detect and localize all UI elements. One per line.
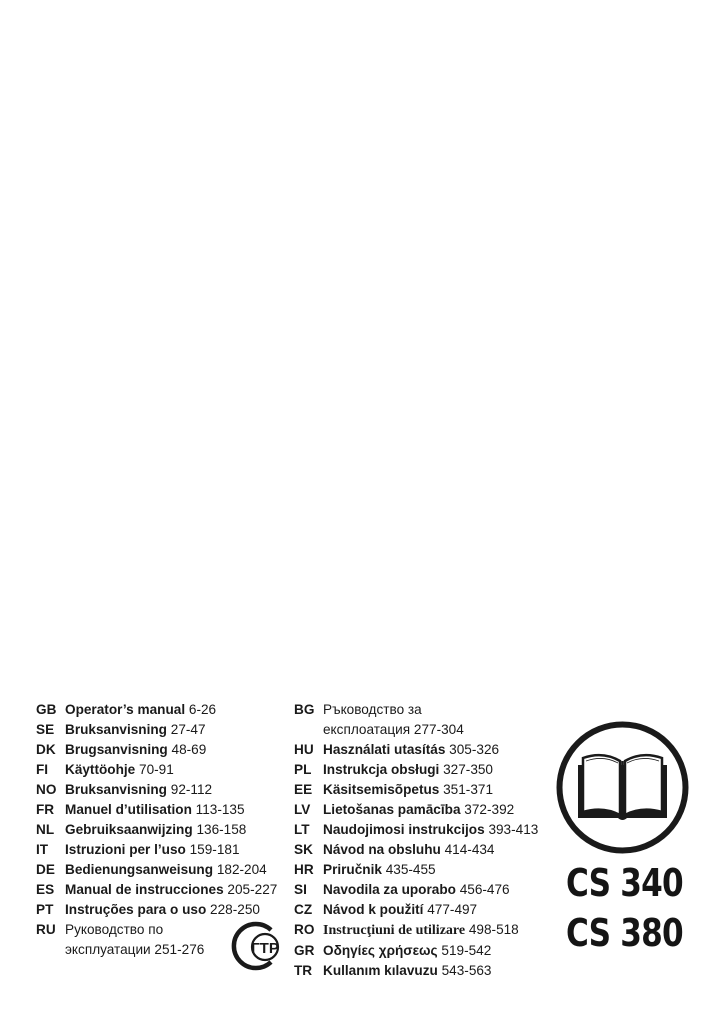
language-code: HR bbox=[294, 862, 314, 877]
language-row-fi bbox=[36, 760, 286, 780]
language-code: GB bbox=[36, 702, 57, 717]
page-range: 6-26 bbox=[188, 702, 217, 717]
language-row-ro bbox=[294, 920, 554, 941]
page-range: 435-455 bbox=[385, 862, 436, 877]
language-row-es bbox=[36, 880, 286, 900]
page-range: 182-204 bbox=[216, 862, 267, 877]
page-range: 27-47 bbox=[170, 722, 206, 737]
page-range: 351-371 bbox=[443, 782, 494, 797]
language-row-sk bbox=[294, 840, 554, 860]
page-range: 48-69 bbox=[171, 742, 207, 757]
language-code: DK bbox=[36, 742, 56, 757]
language-row-ee bbox=[294, 780, 554, 800]
language-code: NO bbox=[36, 782, 57, 797]
language-code: LT bbox=[294, 822, 310, 837]
model-name-primary: CS 340 bbox=[566, 861, 683, 905]
language-code: HU bbox=[294, 742, 314, 757]
page-range: 456-476 bbox=[459, 882, 510, 897]
page-range: 277-304 bbox=[413, 722, 464, 737]
manual-title: Istruzioni per l’uso bbox=[65, 842, 186, 857]
language-code: EE bbox=[294, 782, 313, 797]
language-row-nl bbox=[36, 820, 286, 840]
language-row-lv bbox=[294, 800, 554, 820]
page-range: 519-542 bbox=[441, 943, 492, 958]
language-code: PT bbox=[36, 902, 54, 917]
language-row-pt bbox=[36, 900, 286, 920]
page-range: 92-112 bbox=[170, 782, 213, 797]
page-range: 327-350 bbox=[443, 762, 493, 777]
page-range: 543-563 bbox=[441, 963, 492, 978]
page-range: 228-250 bbox=[210, 902, 260, 917]
page-range: 159-181 bbox=[189, 842, 240, 857]
manual-title: Manuel d’utilisation bbox=[65, 802, 192, 817]
model-name-secondary: CS 380 bbox=[566, 911, 683, 955]
language-row-de bbox=[36, 860, 286, 880]
manual-title: Priručnik bbox=[323, 862, 382, 877]
open-book-icon bbox=[556, 721, 689, 854]
language-row-lt bbox=[294, 820, 554, 840]
language-code: SI bbox=[294, 882, 307, 897]
certification-mark-text: ГТР bbox=[251, 940, 279, 957]
language-code: PL bbox=[294, 762, 312, 777]
manual-title: Käsitsemisõpetus bbox=[323, 782, 440, 797]
manual-title: Gebruiksaanwijzing bbox=[65, 822, 193, 837]
language-code: SE bbox=[36, 722, 55, 737]
manual-title: Ръководство за bbox=[323, 702, 422, 717]
manual-title: Naudojimosi instrukcijos bbox=[323, 822, 485, 837]
language-row-hr bbox=[294, 860, 554, 880]
language-row-bg-continuation bbox=[294, 720, 554, 740]
manual-title: Brugsanvisning bbox=[65, 742, 168, 757]
language-code: ES bbox=[36, 882, 55, 897]
page-range: 372-392 bbox=[464, 802, 515, 817]
page-range: 251-276 bbox=[154, 942, 205, 957]
page-range: 70-91 bbox=[139, 762, 174, 777]
language-code: CZ bbox=[294, 902, 313, 917]
page-range: 305-326 bbox=[449, 742, 500, 757]
page-range: 477-497 bbox=[427, 902, 478, 917]
language-row-si bbox=[294, 880, 554, 900]
language-row-dk bbox=[36, 740, 286, 760]
gost-r-certification-icon bbox=[229, 920, 287, 972]
language-code: FI bbox=[36, 762, 49, 777]
language-row-bg bbox=[294, 700, 554, 720]
manual-title: Руководство по bbox=[65, 922, 164, 937]
language-code: RO bbox=[294, 922, 315, 937]
manual-title: Instruções para o uso bbox=[65, 902, 207, 917]
language-code: NL bbox=[36, 822, 55, 837]
manual-title: Használati utasítás bbox=[323, 742, 446, 757]
language-row-gb bbox=[36, 700, 286, 720]
language-row-pl bbox=[294, 760, 554, 780]
manual-title-continuation: эксплуатации bbox=[65, 942, 151, 957]
language-code: LV bbox=[294, 802, 311, 817]
manual-title: Operator’s manual bbox=[65, 702, 186, 717]
language-code: IT bbox=[36, 842, 49, 857]
language-row-fr bbox=[36, 800, 286, 820]
language-code: RU bbox=[36, 922, 56, 937]
manual-title: Navodila za uporabo bbox=[323, 882, 456, 897]
manual-title-continuation: експлоатация bbox=[323, 722, 411, 737]
page-range: 113-135 bbox=[195, 802, 245, 817]
manual-title: Kullanım kılavuzu bbox=[323, 963, 438, 978]
manual-title: Bruksanvisning bbox=[65, 782, 167, 797]
language-row-tr bbox=[294, 961, 554, 981]
manual-title: Bruksanvisning bbox=[65, 722, 167, 737]
language-code: DE bbox=[36, 862, 55, 877]
language-code: TR bbox=[294, 963, 313, 978]
language-list-right bbox=[294, 700, 554, 981]
page-range: 498-518 bbox=[468, 922, 519, 937]
manual-title: Lietošanas pamācība bbox=[323, 802, 461, 817]
manual-title: Οδηγίες χρήσεως bbox=[323, 943, 438, 958]
language-row-cz bbox=[294, 900, 554, 920]
page-range: 136-158 bbox=[196, 822, 247, 837]
language-row-hu bbox=[294, 740, 554, 760]
language-code: SK bbox=[294, 842, 313, 857]
manual-title: Návod k použití bbox=[323, 902, 424, 917]
language-code: BG bbox=[294, 702, 315, 717]
manual-title: Bedienungsanweisung bbox=[65, 862, 214, 877]
language-row-gr bbox=[294, 941, 554, 961]
manual-title: Käyttöohje bbox=[65, 762, 136, 777]
page-range: 393-413 bbox=[488, 822, 539, 837]
manual-title: Instrukcja obsługi bbox=[323, 762, 440, 777]
language-row-it bbox=[36, 840, 286, 860]
language-row-se bbox=[36, 720, 286, 740]
language-code: FR bbox=[36, 802, 55, 817]
page-range: 205-227 bbox=[227, 882, 278, 897]
page-range: 414-434 bbox=[444, 842, 495, 857]
manual-title: Instrucţiuni de utilizare bbox=[323, 923, 466, 938]
language-code: GR bbox=[294, 943, 315, 958]
manual-title: Návod na obsluhu bbox=[323, 842, 441, 857]
manual-title: Manual de instrucciones bbox=[65, 882, 224, 897]
language-row-no bbox=[36, 780, 286, 800]
